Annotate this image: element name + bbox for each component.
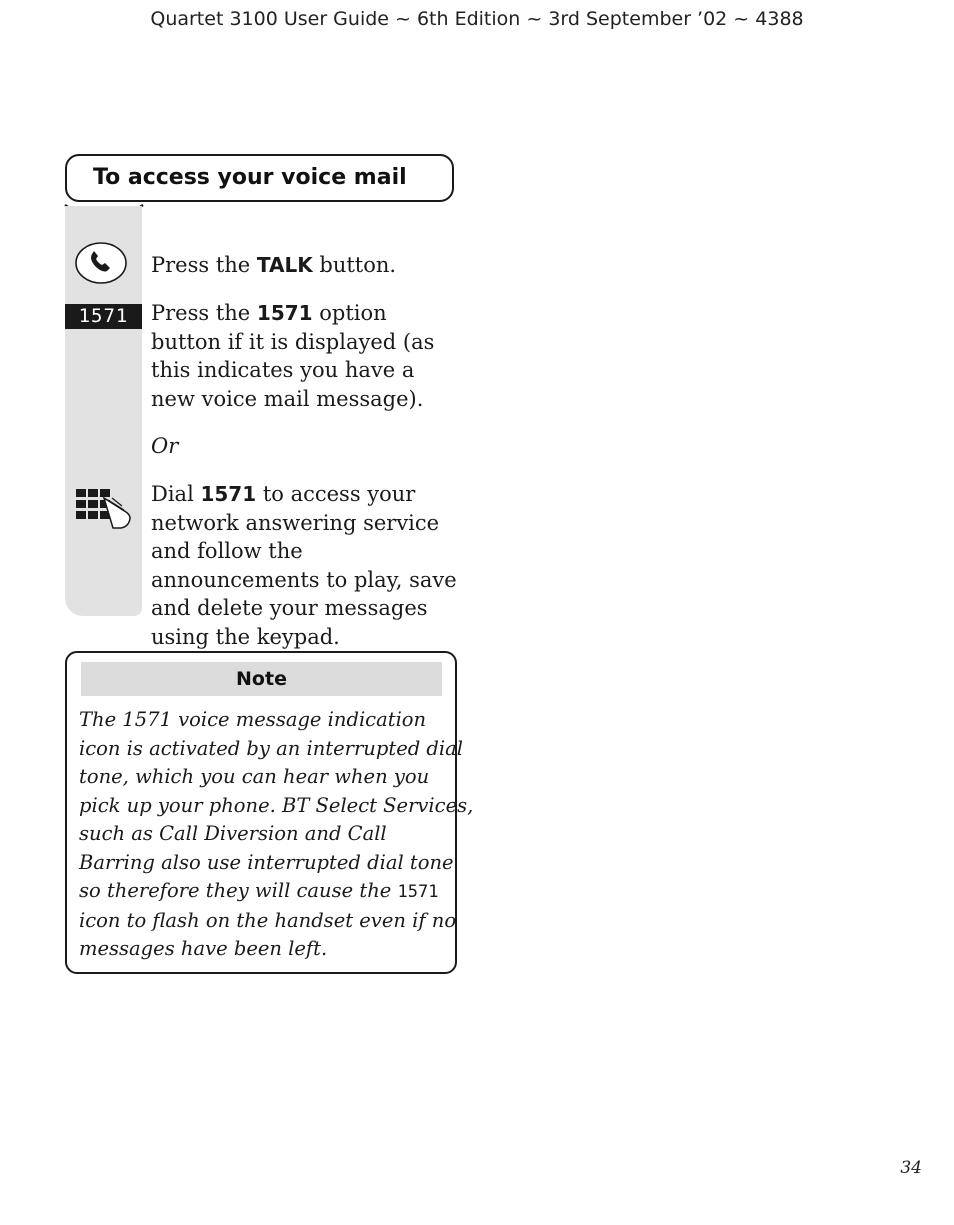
note-line: The 1571 voice message indication: [79, 708, 427, 731]
option-1571-badge: 1571: [65, 304, 142, 329]
note-heading: Note: [81, 662, 442, 696]
option-key-label: 1571: [256, 301, 313, 325]
display-1571-icon: 1571: [397, 882, 439, 902]
talk-key-label: TALK: [256, 253, 313, 277]
note-line: icon to flash on the handset even if no: [79, 908, 457, 932]
running-header: Quartet 3100 User Guide ~ 6th Edition ~ 3rd September ’02 ~ 4388: [150, 8, 804, 30]
note-line: Barring also use interrupted dial tone: [79, 850, 454, 874]
step-1571-suffix: option button if it is displayed (as this indicates you have a new voice mail message).: [151, 301, 435, 411]
step-dial-prefix: Dial: [151, 482, 201, 506]
step-dial-suffix: to access your network answering service and follow the announcements to play, save and delete your messages using the keypad.: [151, 482, 457, 649]
note-line: pick up your phone. BT Select Services,: [79, 793, 474, 817]
note-line-7-text: so therefore they will cause the: [79, 879, 398, 902]
note-line: such as Call Diversion and Call: [79, 822, 387, 845]
note-body: [79, 706, 474, 964]
step-1571-prefix: Press the: [151, 301, 257, 325]
step-talk-prefix: Press the: [151, 253, 257, 277]
procedure-title: To access your voice mail: [93, 165, 407, 190]
note-line: [79, 877, 451, 907]
dial-number-label: 1571: [200, 482, 257, 506]
page-number: 34: [900, 1158, 922, 1178]
or-separator: Or: [151, 434, 179, 458]
note-line: tone, which you can hear when you: [79, 765, 430, 788]
step-1571-option: [151, 299, 461, 413]
note-line: messages have been left.: [79, 937, 328, 960]
phone-handset-icon: [74, 240, 130, 286]
step-talk: [151, 251, 461, 280]
note-line: icon is activated by an interrupted dial: [79, 736, 463, 760]
keypad-press-icon: [74, 486, 138, 532]
step-talk-suffix: button.: [312, 253, 397, 277]
step-dial-1571: [151, 480, 461, 651]
